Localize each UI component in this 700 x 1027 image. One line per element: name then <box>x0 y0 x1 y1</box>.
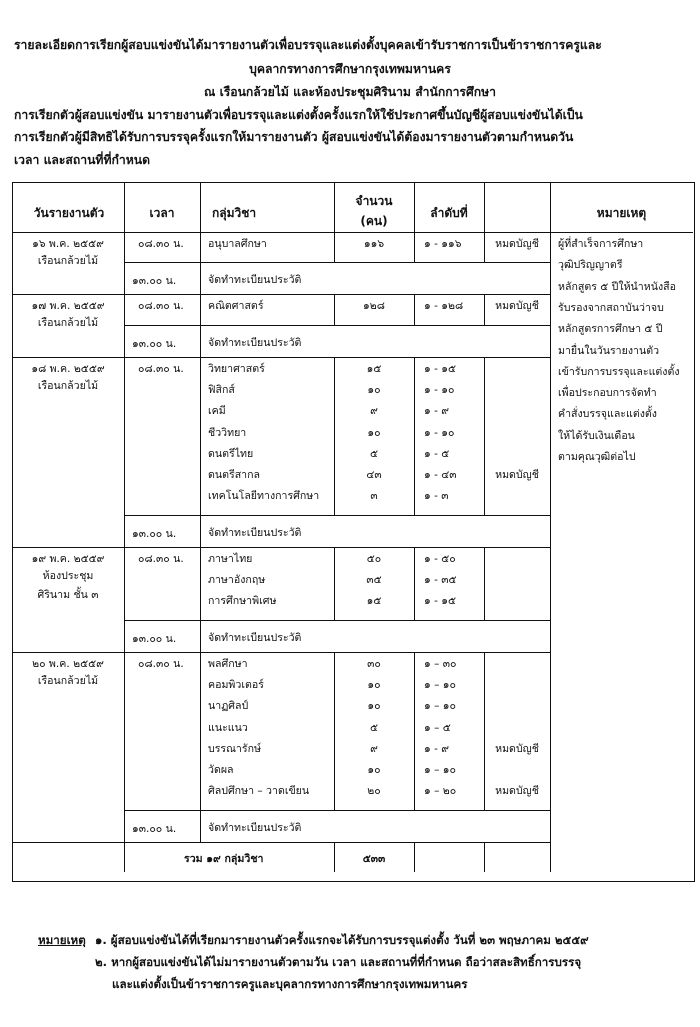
remark-line: หลักสูตรการศึกษา ๕ ปี <box>558 323 663 336</box>
order-cell: ๑ – ๓๐ <box>424 657 457 670</box>
subject-cell: ภาษาอังกฤษ <box>208 574 266 586</box>
order-cell: ๑ - ๓๕ <box>424 574 457 586</box>
group-divider <box>12 547 550 548</box>
morning-time: ๐๘.๓๐ น. <box>138 552 184 565</box>
remark-line: เพื่อประกอบการจัดทำ <box>558 387 657 400</box>
subject-cell: เคมี <box>208 405 226 418</box>
subject-cell: วิทยาศาสตร์ <box>208 362 265 375</box>
afternoon-divider <box>124 620 550 621</box>
header-divider <box>12 232 693 233</box>
count-cell: ๑๐ <box>367 764 381 777</box>
col-divider <box>124 547 125 652</box>
group-date: ๑๘ พ.ค. ๒๕๕๙ <box>31 362 105 375</box>
subject-cell: ภาษาไทย <box>208 552 253 565</box>
count-cell: ๑๐ <box>367 383 381 396</box>
order-cell: ๑ - ๙ <box>424 742 450 755</box>
remark-line: รับรองจากสถาบันว่าจบ <box>558 301 664 314</box>
count-cell: ๑๕ <box>366 362 382 375</box>
count-cell: ๕ <box>369 721 379 734</box>
afternoon-divider <box>124 262 550 263</box>
morning-time: ๐๘.๓๐ น. <box>138 362 184 375</box>
header-count-bottom: (คน) <box>360 214 388 228</box>
count-cell: ๒๐ <box>367 785 381 798</box>
col-divider <box>200 547 201 652</box>
subject-cell: ฟิสิกส์ <box>208 383 235 396</box>
group-date: ๑๖ พ.ค. ๒๕๕๙ <box>32 238 104 250</box>
header-date: วันรายงานตัว <box>33 206 105 220</box>
header-line-6: เวลา และสถานที่ที่กำหนด <box>14 153 150 167</box>
order-cell: ๑ – ๕ <box>424 721 451 734</box>
morning-time: ๐๘.๓๐ น. <box>138 657 184 670</box>
afternoon-divider <box>124 515 550 516</box>
afternoon-time: ๑๓.๐๐ น. <box>132 632 177 645</box>
header-line-3: ณ เรือนกล้วยไม้ และห้องประชุมศิรินาม สำนักการศึกษา <box>204 85 496 99</box>
group-place: เรือนกล้วยไม้ <box>37 255 99 267</box>
group-place: เรือนกล้วยไม้ <box>37 317 99 330</box>
col-divider <box>124 232 125 294</box>
count-cell: ๔๓ <box>366 469 382 482</box>
group-divider <box>12 357 550 358</box>
status-badge: หมดบัญชี <box>495 300 539 313</box>
total-label: รวม ๑๙ กลุ่มวิชา <box>184 852 264 865</box>
subject-cell: ดนตรีสากล <box>208 469 261 482</box>
col-divider <box>414 357 415 515</box>
count-cell: ๑๐ <box>367 426 381 439</box>
col-divider <box>200 652 201 842</box>
count-cell: ๑๒๘ <box>363 300 385 313</box>
group-date: ๑๗ พ.ค. ๒๕๕๙ <box>31 300 105 313</box>
header-line-1: รายละเอียดการเรียกผู้สอบแข่งขันได้มารายงานตัวเพื่อบรรจุและแต่งตั้งบุคคลเข้ารับราชการเป็นข้าราชการครูและ <box>14 38 602 52</box>
remark-col-divider <box>550 182 551 872</box>
afternoon-task: จัดทำทะเบียนประวัติ <box>208 526 302 539</box>
subject-cell: นาฏศิลป์ <box>208 700 249 713</box>
order-cell: ๑ - ๑๐ <box>424 383 455 396</box>
col-divider <box>484 842 485 872</box>
afternoon-divider <box>124 810 550 811</box>
morning-time: ๐๘.๓๐ น. <box>138 300 184 313</box>
header-col-divider <box>484 182 485 232</box>
remark-line: หลักสูตร ๕ ปีให้นำหนังสือ <box>558 280 676 293</box>
remark-line: ผู้ที่สำเร็จการศึกษา <box>558 238 644 250</box>
order-cell: ๑ - ๕๐ <box>424 552 456 565</box>
col-divider <box>484 652 485 810</box>
group-place: ศิรินาม ชั้น ๓ <box>37 588 99 601</box>
col-divider <box>334 547 335 620</box>
afternoon-task: จัดทำทะเบียนประวัติ <box>208 336 302 349</box>
col-divider <box>334 357 335 515</box>
subject-cell: บรรณารักษ์ <box>208 742 261 755</box>
order-cell: ๑ - ๑๕ <box>424 362 457 375</box>
col-divider <box>414 232 415 262</box>
count-cell: ๓๐ <box>367 657 381 670</box>
total-count: ๕๓๓ <box>362 852 386 865</box>
morning-time: ๐๘.๓๐ น. <box>138 238 184 250</box>
order-cell: ๑ - ๔๓ <box>424 469 457 482</box>
group-place: เรือนกล้วยไม้ <box>37 379 99 392</box>
afternoon-task: จัดทำทะเบียนประวัติ <box>208 631 302 644</box>
header-line-4: การเรียกตัวผู้สอบแข่งขัน มารายงานตัวเพื่อบรรจุและแต่งตั้งครั้งแรกให้ใช้ประกาศขึ้นบัญชีผู้สอบแข่งขันได้เป็น <box>14 108 583 122</box>
header-order: ลำดับที่ <box>430 206 468 220</box>
col-divider <box>124 652 125 842</box>
header-count-top: จำนวน <box>355 194 393 208</box>
header-remark: หมายเหตุ <box>596 206 647 220</box>
status-badge: หมดบัญชี <box>495 785 539 798</box>
subject-cell: เทคโนโลยีทางการศึกษา <box>208 490 320 503</box>
afternoon-time: ๑๓.๐๐ น. <box>132 337 177 350</box>
note-item-1: ๑. ผู้สอบแข่งขันได้ที่เรียกมารายงานตัวครั้งแรกจะได้รับการบรรจุแต่งตั้ง วันที่ ๒๓ พฤษภาคม ๒๕๕๙ <box>95 933 589 947</box>
remark-line: คำสั่งบรรจุและแต่งตั้ง <box>558 408 657 421</box>
remark-line: เข้ารับการบรรจุและแต่งตั้ง <box>558 365 680 378</box>
subject-cell: การศึกษาพิเศษ <box>208 595 277 608</box>
afternoon-divider <box>124 325 550 326</box>
note-item-2: ๒. หากผู้สอบแข่งขันได้ไม่มารายงานตัวตามวัน เวลา และสถานที่ที่กำหนด ถือว่าสละสิทธิ์การบรรจุ <box>95 955 582 969</box>
order-cell: ๑ – ๒๐ <box>424 785 457 798</box>
group-divider <box>12 842 550 843</box>
order-cell: ๑ - ๓ <box>424 490 449 503</box>
remark-line: วุฒิปริญญาตรี <box>558 259 623 272</box>
count-cell: ๕๐ <box>366 552 382 565</box>
group-place: ห้องประชุม <box>42 569 94 582</box>
col-divider <box>414 294 415 324</box>
col-divider <box>200 294 201 356</box>
col-divider <box>200 357 201 547</box>
order-cell: ๑ - ๑๒๘ <box>424 300 464 313</box>
group-place: เรือนกล้วยไม้ <box>37 674 99 687</box>
remark-line: มายื่นในวันรายงานตัว <box>558 344 660 357</box>
order-cell: ๑ - ๑๑๖ <box>424 238 462 250</box>
count-cell: ๑๑๖ <box>363 238 385 250</box>
order-cell: ๑ - ๙ <box>424 405 450 418</box>
col-divider <box>124 294 125 356</box>
order-cell: ๑ - ๕ <box>424 447 450 460</box>
header-line-2: บุคลากรทางการศึกษากรุงเทพมหานคร <box>249 62 451 76</box>
col-divider <box>484 294 485 324</box>
order-cell: ๑ - ๑๕ <box>424 595 457 608</box>
status-badge: หมดบัญชี <box>495 238 539 250</box>
group-divider <box>12 294 550 295</box>
order-cell: ๑ – ๑๐ <box>424 764 456 777</box>
count-cell: ๑๕ <box>366 595 382 608</box>
subject-cell: ดนตรีไทย <box>208 447 254 460</box>
col-divider <box>414 842 415 872</box>
afternoon-task: จัดทำทะเบียนประวัติ <box>208 821 302 834</box>
col-divider <box>484 357 485 515</box>
header-time: เวลา <box>149 206 175 220</box>
subject-cell: คอมพิวเตอร์ <box>208 678 264 691</box>
subject-cell: อนุบาลศึกษา <box>208 238 267 250</box>
subject-cell: วัดผล <box>208 764 234 777</box>
remark-line: ตามคุณวุฒิต่อไป <box>558 451 636 463</box>
status-badge: หมดบัญชี <box>495 469 539 482</box>
count-cell: ๕ <box>369 447 379 460</box>
count-cell: ๙ <box>370 405 378 418</box>
note-item-2-cont: และแต่งตั้งเป็นข้าราชการครูและบุคลากรทางการศึกษากรุงเทพมหานคร <box>112 977 468 991</box>
col-divider <box>200 232 201 294</box>
remark-line: ให้ได้รับเงินเดือน <box>558 429 635 442</box>
col-divider <box>124 357 125 547</box>
col-divider <box>334 232 335 262</box>
header-subject: กลุ่มวิชา <box>212 206 257 220</box>
group-divider <box>12 652 550 653</box>
col-divider <box>414 547 415 620</box>
subject-cell: คณิตศาสตร์ <box>208 300 264 313</box>
afternoon-time: ๑๓.๐๐ น. <box>132 527 177 540</box>
count-cell: ๓ <box>370 490 378 503</box>
afternoon-task: จัดทำทะเบียนประวัติ <box>208 274 302 287</box>
count-cell: ๑๐ <box>367 678 381 691</box>
group-date: ๒๐ พ.ค. ๒๕๕๙ <box>32 657 104 670</box>
subject-cell: ศิลปศึกษา – วาดเขียน <box>208 785 310 798</box>
col-divider <box>484 232 485 262</box>
order-cell: ๑ – ๑๐ <box>424 678 456 691</box>
col-divider <box>124 842 125 872</box>
status-badge: หมดบัญชี <box>495 742 539 755</box>
notes-title: หมายเหตุ <box>38 933 86 947</box>
col-divider <box>414 652 415 810</box>
count-cell: ๓๕ <box>366 574 382 586</box>
header-line-5: การเรียกตัวผู้มีสิทธิได้รับการบรรจุครั้งแรกให้มารายงานตัว ผู้สอบแข่งขันได้ต้องมารายงานตัวตามกำหนดวัน <box>14 130 574 144</box>
col-divider <box>334 294 335 324</box>
col-divider <box>334 652 335 810</box>
group-date: ๑๙ พ.ค. ๒๕๕๙ <box>31 552 105 565</box>
subject-cell: แนะแนว <box>208 721 248 734</box>
afternoon-time: ๑๓.๐๐ น. <box>132 275 177 288</box>
count-cell: ๙ <box>370 742 378 755</box>
order-cell: ๑ – ๑๐ <box>424 700 456 713</box>
afternoon-time: ๑๓.๐๐ น. <box>132 822 177 835</box>
subject-cell: ชีววิทยา <box>208 426 247 439</box>
col-divider <box>484 547 485 620</box>
count-cell: ๑๐ <box>367 700 381 713</box>
order-cell: ๑ - ๑๐ <box>424 426 455 439</box>
subject-cell: พลศึกษา <box>208 657 248 670</box>
